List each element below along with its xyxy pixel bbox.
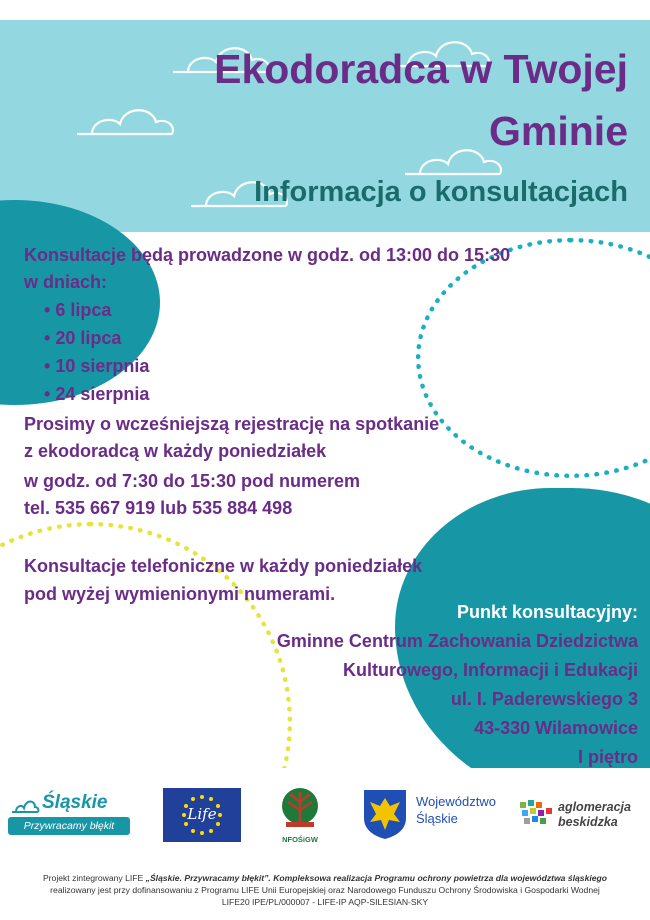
aglomeracja-logo (518, 794, 643, 838)
registration-line4: tel. 535 667 919 lub 535 884 498 (24, 498, 293, 518)
schedule-line1: Konsultacje będą prowadzone w godz. od 13:00 do 15:30 (24, 245, 511, 265)
page-subtitle: Informacja o konsultacjach (254, 176, 628, 208)
phone-line1: Konsultacje telefoniczne w każdy poniedziałek (24, 556, 423, 576)
aglomeracja-label-2: beskidzka (558, 815, 618, 829)
footer-line1-prefix: Projekt zintegrowany LIFE (42, 873, 146, 883)
location-line4: 43-330 Wilamowice (474, 718, 638, 738)
mosaic-icon (518, 798, 554, 830)
list-item: • 6 lipca (44, 296, 149, 324)
location-block (277, 598, 638, 772)
list-item: • 10 sierpnia (44, 352, 149, 380)
location-line5: I piętro (577, 747, 638, 767)
footer-note (0, 872, 650, 908)
logos-row (0, 784, 650, 848)
wojewodztwo-label-1: Województwo (416, 794, 496, 809)
footer-line1-emphasis: „Śląskie. Przywracamy błękit”. Kompleksowa realizacja Programu ochrony powietrza dla województwa śląskiego (145, 873, 608, 883)
footer-line1 (0, 872, 650, 884)
dates-list (44, 296, 149, 408)
footer-line3: LIFE20 IPE/PL/000007 - LIFE-IP AQP-SILESIAN-SKY (221, 897, 429, 907)
location-line3: ul. I. Paderewskiego 3 (450, 689, 638, 709)
registration-line3: w godz. od 7:30 do 15:30 pod numerem (24, 471, 361, 491)
wojewodztwo-logo (362, 788, 502, 842)
dotted-ring-teal (416, 238, 650, 478)
nfosigw-label: NFOŚiGW (282, 835, 318, 844)
eu-life-logo (163, 788, 241, 842)
aglomeracja-label-1: aglomeracja (558, 800, 631, 814)
cloud-icon (10, 796, 40, 814)
page-title-line2: Gminie (489, 108, 628, 154)
list-item: • 20 lipca (44, 324, 149, 352)
page-title-line1: Ekodoradca w Twojej (214, 46, 628, 92)
location-line2: Kulturowego, Informacji i Edukacji (342, 660, 638, 680)
phone-line2: pod wyżej wymienionymi numerami. (24, 584, 336, 604)
wojewodztwo-label-2: Śląskie (416, 811, 458, 826)
slaskie-logo-tagline: Przywracamy błękit (8, 817, 130, 835)
list-item: • 24 sierpnia (44, 380, 149, 408)
nfosigw-logo (276, 786, 324, 846)
cloud-icon (72, 100, 182, 140)
tree-icon (276, 786, 324, 830)
slaskie-logo-name: Śląskie (42, 792, 108, 813)
footer-line2: realizowany jest przy dofinansowaniu z Programu LIFE Unii Europejskiej oraz Narodowego Funduszu Ochrony Środowiska i Gospodarki Wodnej (50, 885, 600, 895)
location-heading: Punkt konsultacyjny: (456, 602, 638, 622)
slaskie-logo (8, 792, 130, 838)
location-line1: Gminne Centrum Zachowania Dziedzictwa (276, 631, 638, 651)
life-logo-text: Life (187, 805, 217, 823)
registration-line2: z ekodoradcą w każdy poniedziałek (24, 441, 327, 461)
registration-line1: Prosimy o wcześniejszą rejestrację na spotkanie (24, 414, 440, 434)
eagle-shield-icon (362, 788, 408, 840)
schedule-line2: w dniach: (24, 272, 108, 292)
